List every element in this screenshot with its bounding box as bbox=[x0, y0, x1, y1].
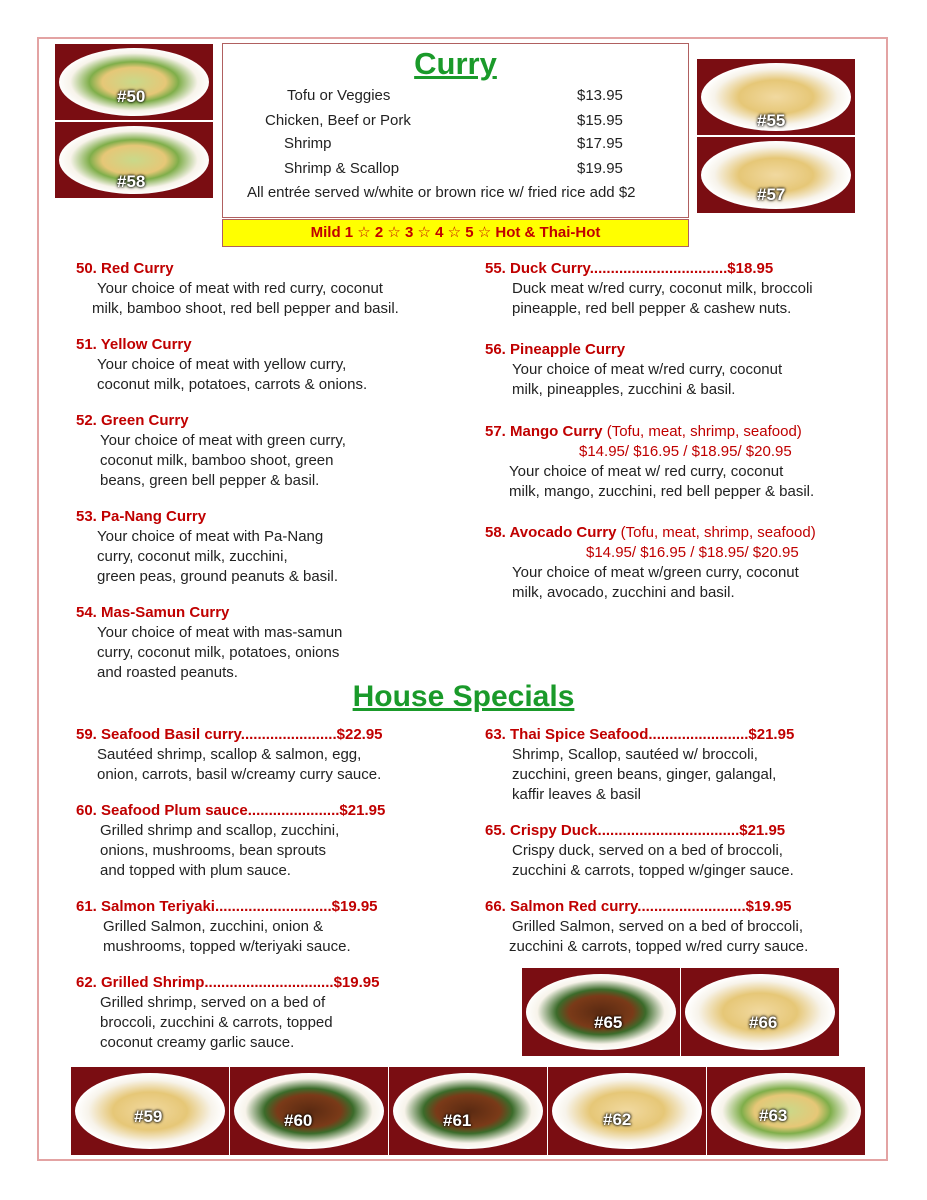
item-note: (Tofu, meat, shrimp, seafood) bbox=[616, 524, 816, 541]
menu-item bbox=[76, 801, 385, 881]
item-desc: Grilled shrimp, served on a bed of bbox=[100, 994, 326, 1011]
dish-photo-59 bbox=[71, 1067, 229, 1155]
price-row-name: Chicken, Beef or Pork bbox=[265, 112, 411, 129]
photo-label-58: #58 bbox=[117, 172, 146, 191]
item-desc: Grilled Salmon, zucchini, onion & bbox=[103, 918, 324, 935]
item-desc: pineapple, red bell pepper & cashew nuts. bbox=[512, 300, 792, 317]
item-desc: coconut creamy garlic sauce. bbox=[100, 1034, 295, 1051]
dish-photo-58 bbox=[55, 122, 213, 198]
price-row-price: $19.95 bbox=[577, 160, 623, 177]
item-desc: curry, coconut milk, zucchini, bbox=[97, 548, 288, 565]
price-row-price: $13.95 bbox=[577, 87, 623, 104]
item-desc: zucchini & carrots, topped w/red curry sauce. bbox=[509, 938, 809, 955]
item-desc: coconut milk, bamboo shoot, green bbox=[100, 452, 334, 469]
dish-photo-55 bbox=[697, 59, 855, 135]
menu-item bbox=[76, 335, 367, 395]
item-desc: Grilled Salmon, served on a bed of broccoli, bbox=[512, 918, 803, 935]
menu-item bbox=[485, 523, 816, 603]
item-desc: Crispy duck, served on a bed of broccoli, bbox=[512, 842, 783, 859]
menu-item bbox=[485, 897, 808, 957]
dish-photo-63 bbox=[707, 1067, 865, 1155]
photo-label-63: #63 bbox=[759, 1106, 788, 1125]
item-heading: 66. Salmon Red curry..........................$19.95 bbox=[485, 898, 792, 915]
item-desc: broccoli, zucchini & carrots, topped bbox=[100, 1014, 333, 1031]
menu-item bbox=[485, 725, 794, 805]
dish-photo-65 bbox=[522, 968, 680, 1056]
item-prices: $14.95/ $16.95 / $18.95/ $20.95 bbox=[586, 544, 799, 561]
item-desc: milk, bamboo shoot, red bell pepper and basil. bbox=[92, 300, 399, 317]
house-specials-title: House Specials bbox=[352, 680, 575, 713]
item-desc: Your choice of meat with mas-samun bbox=[97, 624, 343, 641]
menu-item bbox=[76, 725, 383, 785]
item-desc: Shrimp, Scallop, sautéed w/ broccoli, bbox=[512, 746, 758, 763]
menu-item bbox=[76, 259, 399, 319]
item-desc: Sautéed shrimp, scallop & salmon, egg, bbox=[97, 746, 362, 763]
item-heading: 55. Duck Curry.................................$18.95 bbox=[485, 260, 774, 277]
dish-photo-60 bbox=[230, 1067, 388, 1155]
item-desc: Grilled shrimp and scallop, zucchini, bbox=[100, 822, 340, 839]
curry-price-box bbox=[222, 43, 689, 218]
item-heading: 65. Crispy Duck..................................$21.95 bbox=[485, 822, 786, 839]
dish-photo-66 bbox=[681, 968, 839, 1056]
photo-label-66: #66 bbox=[749, 1013, 778, 1032]
item-desc: onions, mushrooms, bean sprouts bbox=[100, 842, 326, 859]
item-note: (Tofu, meat, shrimp, seafood) bbox=[602, 423, 802, 440]
item-desc: Your choice of meat with red curry, coconut bbox=[97, 280, 383, 297]
dish-photo-61 bbox=[389, 1067, 547, 1155]
item-heading: 58. Avocado Curry bbox=[485, 524, 617, 541]
price-row-price: $17.95 bbox=[577, 135, 623, 152]
rice-note: All entrée served w/white or brown rice w/ fried rice add $2 bbox=[247, 184, 636, 201]
price-row-name: Tofu or Veggies bbox=[287, 87, 391, 104]
photo-label-55: #55 bbox=[757, 111, 786, 130]
item-heading: 56. Pineapple Curry bbox=[485, 341, 626, 358]
item-desc: zucchini & carrots, topped w/ginger sauce. bbox=[512, 862, 794, 879]
menu-item bbox=[76, 411, 346, 491]
curry-title: Curry bbox=[414, 46, 497, 81]
menu-item bbox=[485, 422, 814, 502]
item-desc: beans, green bell pepper & basil. bbox=[100, 472, 320, 489]
item-desc: Duck meat w/red curry, coconut milk, broccoli bbox=[512, 280, 813, 297]
item-desc: onion, carrots, basil w/creamy curry sauce. bbox=[97, 766, 382, 783]
item-heading: 59. Seafood Basil curry.......................$22.95 bbox=[76, 726, 383, 743]
item-desc: Your choice of meat with Pa-Nang bbox=[97, 528, 324, 545]
photo-label-62: #62 bbox=[603, 1110, 632, 1129]
menu-item bbox=[76, 973, 379, 1053]
photo-label-65: #65 bbox=[594, 1013, 623, 1032]
item-desc: and topped with plum sauce. bbox=[100, 862, 291, 879]
item-desc: zucchini, green beans, ginger, galangal, bbox=[512, 766, 777, 783]
menu-item bbox=[76, 507, 338, 587]
item-desc: green peas, ground peanuts & basil. bbox=[97, 568, 339, 585]
menu-item bbox=[485, 821, 794, 881]
item-desc: coconut milk, potatoes, carrots & onions. bbox=[97, 376, 368, 393]
dish-photo-62 bbox=[548, 1067, 706, 1155]
price-row-name: Shrimp bbox=[284, 135, 332, 152]
item-heading: 51. Yellow Curry bbox=[76, 336, 192, 353]
item-heading: 54. Mas-Samun Curry bbox=[76, 604, 230, 621]
photo-label-50: #50 bbox=[117, 87, 146, 106]
item-desc: kaffir leaves & basil bbox=[512, 786, 641, 803]
photo-label-61: #61 bbox=[443, 1111, 472, 1130]
menu-item bbox=[485, 259, 813, 319]
item-desc: Your choice of meat w/ red curry, coconut bbox=[509, 463, 784, 480]
item-heading: 61. Salmon Teriyaki............................$19.95 bbox=[76, 898, 378, 915]
item-heading: 63. Thai Spice Seafood........................$21.95 bbox=[485, 726, 795, 743]
item-desc: Your choice of meat with yellow curry, bbox=[97, 356, 347, 373]
item-desc: curry, coconut milk, potatoes, onions bbox=[97, 644, 340, 661]
item-desc: milk, pineapples, zucchini & basil. bbox=[512, 381, 736, 398]
photo-label-59: #59 bbox=[134, 1107, 163, 1126]
dish-photo-50 bbox=[55, 44, 213, 120]
menu-item bbox=[76, 603, 342, 683]
item-desc: Your choice of meat w/red curry, coconut bbox=[512, 361, 783, 378]
photo-label-60: #60 bbox=[284, 1111, 313, 1130]
item-heading: 50. Red Curry bbox=[76, 260, 174, 277]
spice-level-bar: Mild 1 ☆ 2 ☆ 3 ☆ 4 ☆ 5 ☆ Hot & Thai-Hot bbox=[222, 219, 689, 247]
photo-label-57: #57 bbox=[757, 185, 786, 204]
item-desc: Your choice of meat with green curry, bbox=[100, 432, 346, 449]
item-desc: Your choice of meat w/green curry, coconut bbox=[512, 564, 799, 581]
item-desc: milk, avocado, zucchini and basil. bbox=[512, 584, 735, 601]
item-heading: 53. Pa-Nang Curry bbox=[76, 508, 207, 525]
item-prices: $14.95/ $16.95 / $18.95/ $20.95 bbox=[579, 443, 792, 460]
item-desc: mushrooms, topped w/teriyaki sauce. bbox=[103, 938, 351, 955]
item-desc: milk, mango, zucchini, red bell pepper & basil. bbox=[509, 483, 815, 500]
item-heading: 57. Mango Curry bbox=[485, 423, 603, 440]
item-heading: 52. Green Curry bbox=[76, 412, 189, 429]
item-desc: and roasted peanuts. bbox=[97, 664, 238, 681]
price-row-name: Shrimp & Scallop bbox=[284, 160, 400, 177]
item-heading: 60. Seafood Plum sauce......................$21.95 bbox=[76, 802, 386, 819]
menu-item bbox=[485, 340, 782, 400]
price-row-price: $15.95 bbox=[577, 112, 623, 129]
menu-item bbox=[76, 897, 378, 957]
item-heading: 62. Grilled Shrimp...............................$19.95 bbox=[76, 974, 380, 991]
dish-photo-57 bbox=[697, 137, 855, 213]
